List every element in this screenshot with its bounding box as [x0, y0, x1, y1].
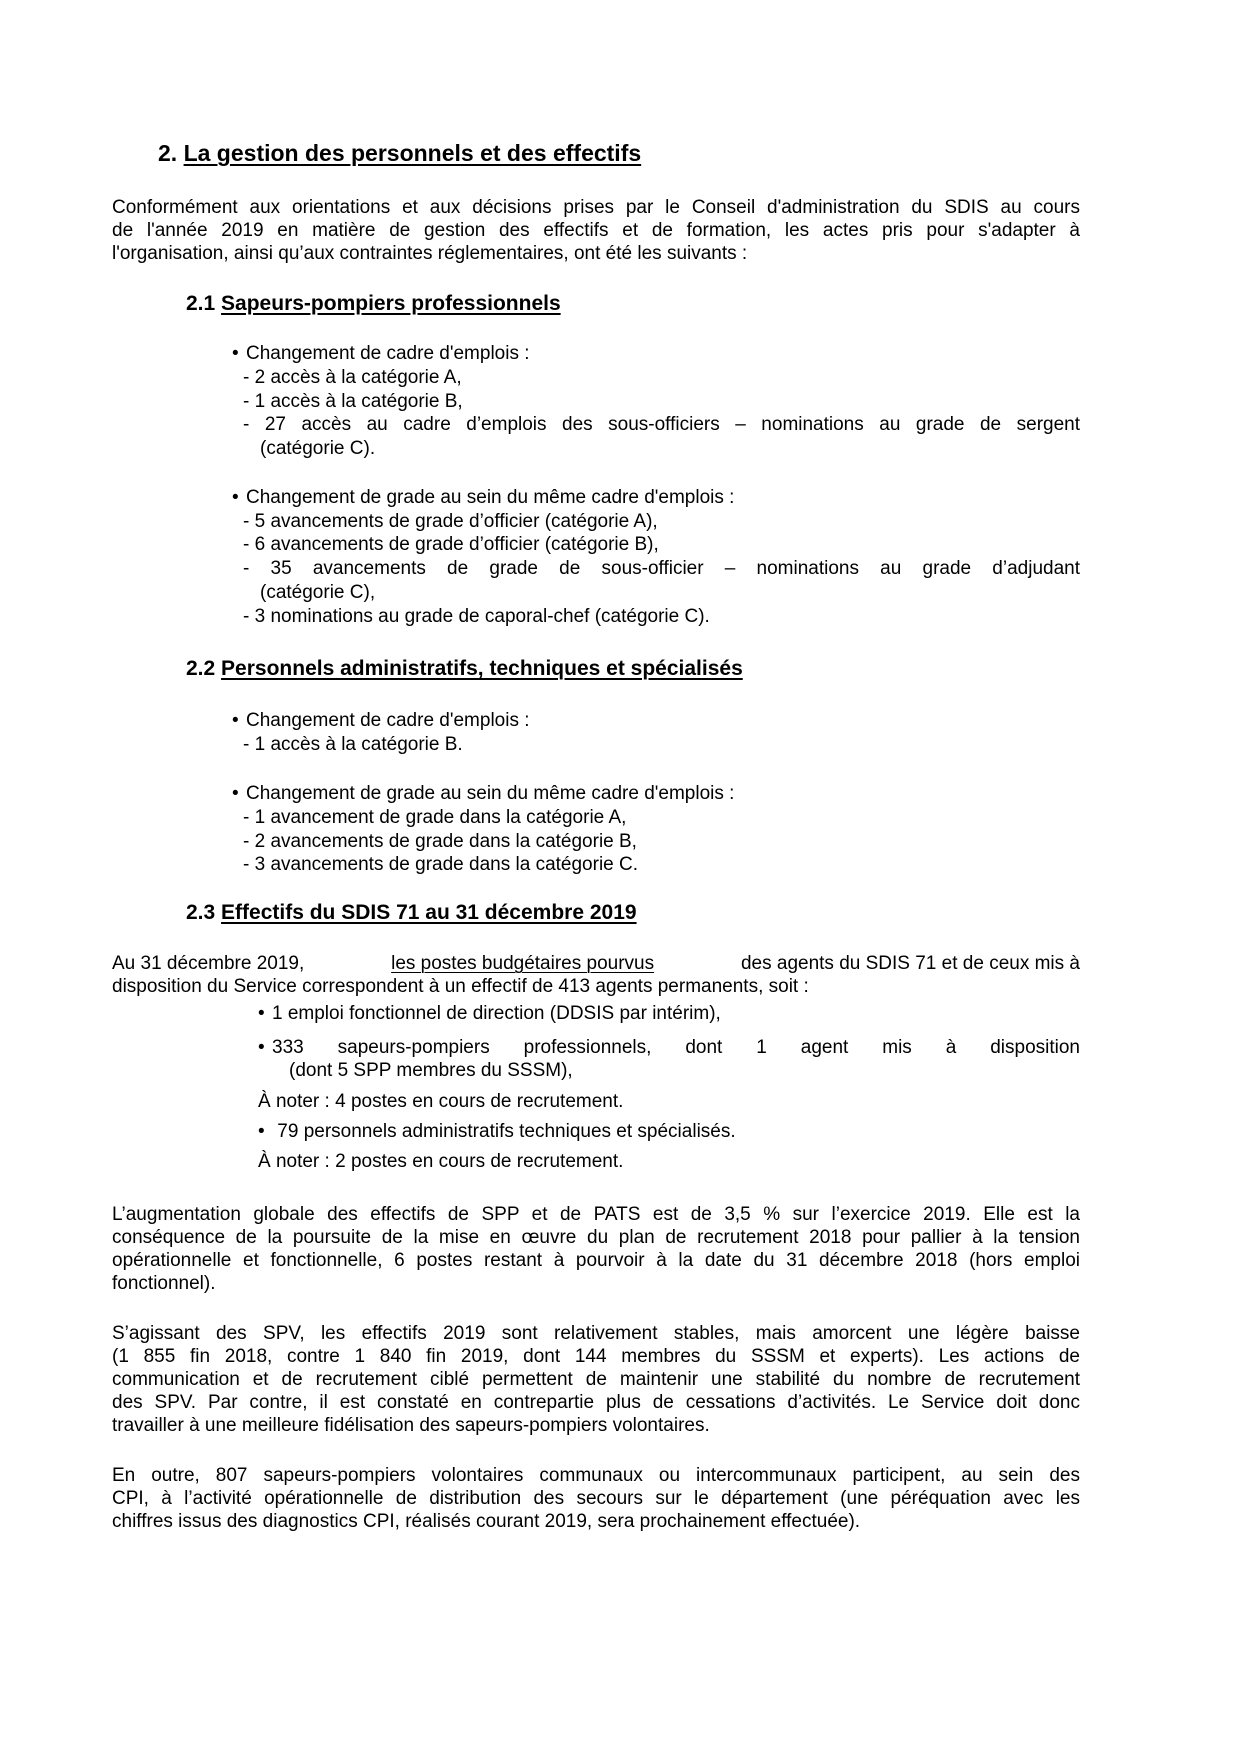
bullet-text: Changement de cadre d'emplois : — [246, 343, 530, 364]
bullet-icon: • — [232, 487, 239, 508]
subsection-number: 2.3 — [186, 901, 216, 924]
paragraph-line: des SPV. Par contre, il est constaté en contrepartie plus de cessations d’activités. Le Service doit donc — [112, 1392, 1080, 1413]
list-item: - 3 avancements de grade dans la catégorie C. — [243, 854, 639, 875]
intro-line: l'organisation, ainsi qu’aux contraintes réglementaires, ont été les suivants : — [112, 243, 748, 264]
bullet-text: 1 emploi fonctionnel de direction (DDSIS par intérim), — [272, 1003, 721, 1024]
subsection-number: 2.1 — [186, 292, 216, 315]
subsection-title: Sapeurs-pompiers professionnels — [221, 292, 561, 315]
list-item-continuation: (catégorie C), — [260, 582, 376, 603]
bullet-item — [232, 782, 734, 805]
bullet-text: Changement de grade au sein du même cadre d'emplois : — [246, 487, 735, 508]
bullet-item — [258, 1120, 736, 1143]
paragraph-line: CPI, à l’activité opérationnelle de distribution des secours sur le département (une péréquation avec les — [112, 1488, 1080, 1509]
bullet-icon: • — [232, 343, 239, 364]
list-item: - 27 accès au cadre d’emplois des sous-officiers – nominations au grade de sergent — [243, 414, 1080, 435]
bullet-text: 333 sapeurs-pompiers professionnels, dont 1 agent mis à disposition — [272, 1037, 1080, 1058]
paragraph-line: chiffres issus des diagnostics CPI, réalisés courant 2019, sera prochainement effectuée). — [112, 1511, 861, 1532]
list-item: - 35 avancements de grade de sous-officier – nominations au grade d’adjudant — [243, 558, 1080, 579]
intro-line: de l'année 2019 en matière de gestion des effectifs et de formation, les actes pris pour s'adapter à — [112, 220, 1080, 241]
paragraph-line: En outre, 807 sapeurs-pompiers volontaires communaux ou intercommunaux participent, au sein des — [112, 1465, 1080, 1486]
paragraph-line: disposition du Service correspondent à un effectif de 413 agents permanents, soit : — [112, 976, 809, 997]
list-item: - 5 avancements de grade d’officier (catégorie A), — [243, 511, 658, 532]
list-item: - 6 avancements de grade d’officier (catégorie B), — [243, 534, 659, 555]
subsection-title: Effectifs du SDIS 71 au 31 décembre 2019 — [221, 901, 637, 924]
paragraph-line: communication et de recrutement ciblé permettent de maintenir une stabilité du nombre de recrutement — [112, 1369, 1080, 1390]
bullet-icon: • — [258, 1037, 265, 1058]
text-run: Au 31 décembre 2019, — [112, 953, 305, 974]
list-item: - 3 nominations au grade de caporal-chef (catégorie C). — [243, 606, 710, 627]
list-item: - 2 avancements de grade dans la catégorie B, — [243, 831, 637, 852]
bullet-icon: • — [258, 1003, 265, 1024]
section-title: La gestion des personnels et des effectifs — [183, 140, 642, 166]
paragraph-line: L’augmentation globale des effectifs de SPP et de PATS est de 3,5 % sur l’exercice 2019. Elle est la — [112, 1204, 1080, 1225]
note-text: À noter : 2 postes en cours de recrutement. — [258, 1151, 624, 1172]
subsection-heading — [186, 656, 743, 682]
section-heading — [158, 139, 641, 167]
bullet-icon: • — [232, 710, 239, 731]
list-item-continuation: (catégorie C). — [260, 438, 376, 459]
intro-line: Conformément aux orientations et aux décisions prises par le Conseil d'administration du SDIS au cours — [112, 197, 1080, 218]
paragraph-line: opérationnelle et fonctionnelle, 6 postes restant à pourvoir à la date du 31 décembre 2018 (hors emploi — [112, 1250, 1080, 1271]
section-number: 2. — [158, 140, 178, 166]
bullet-text: Changement de cadre d'emplois : — [246, 710, 530, 731]
subsection-heading — [186, 900, 637, 926]
paragraph-line: S’agissant des SPV, les effectifs 2019 sont relativement stables, mais amorcent une légère baisse — [112, 1323, 1080, 1344]
list-item: - 2 accès à la catégorie A, — [243, 367, 462, 388]
bullet-item — [232, 486, 734, 509]
bullet-item — [232, 342, 530, 365]
list-item: - 1 accès à la catégorie B. — [243, 734, 463, 755]
underlined-phrase: les postes budgétaires pourvus — [391, 953, 655, 974]
subsection-heading — [186, 291, 561, 317]
paragraph-line — [112, 952, 1080, 975]
bullet-item — [232, 709, 530, 732]
paragraph-line: conséquence de la poursuite de la mise en œuvre du plan de recrutement 2018 pour pallier à la tension — [112, 1227, 1080, 1248]
list-item-continuation: (dont 5 SPP membres du SSSM), — [289, 1060, 573, 1081]
paragraph-line: travailler à une meilleure fidélisation des sapeurs-pompiers volontaires. — [112, 1415, 710, 1436]
bullet-text: 79 personnels administratifs techniques et spécialisés. — [272, 1121, 736, 1142]
list-item: - 1 avancement de grade dans la catégorie A, — [243, 807, 627, 828]
bullet-icon: • — [232, 783, 239, 804]
paragraph-line: (1 855 fin 2018, contre 1 840 fin 2019, dont 144 membres du SSSM et experts). Les actions de — [112, 1346, 1080, 1367]
subsection-title: Personnels administratifs, techniques et spécialisés — [221, 657, 743, 680]
text-run: des agents du SDIS 71 et de ceux mis à — [740, 953, 1080, 974]
bullet-icon: • — [258, 1121, 265, 1142]
subsection-number: 2.2 — [186, 657, 216, 680]
bullet-text: Changement de grade au sein du même cadre d'emplois : — [246, 783, 735, 804]
bullet-item — [258, 1002, 721, 1025]
bullet-item — [258, 1036, 1080, 1059]
note-text: À noter : 4 postes en cours de recrutement. — [258, 1091, 624, 1112]
list-item: - 1 accès à la catégorie B, — [243, 391, 463, 412]
paragraph-line: fonctionnel). — [112, 1273, 216, 1294]
